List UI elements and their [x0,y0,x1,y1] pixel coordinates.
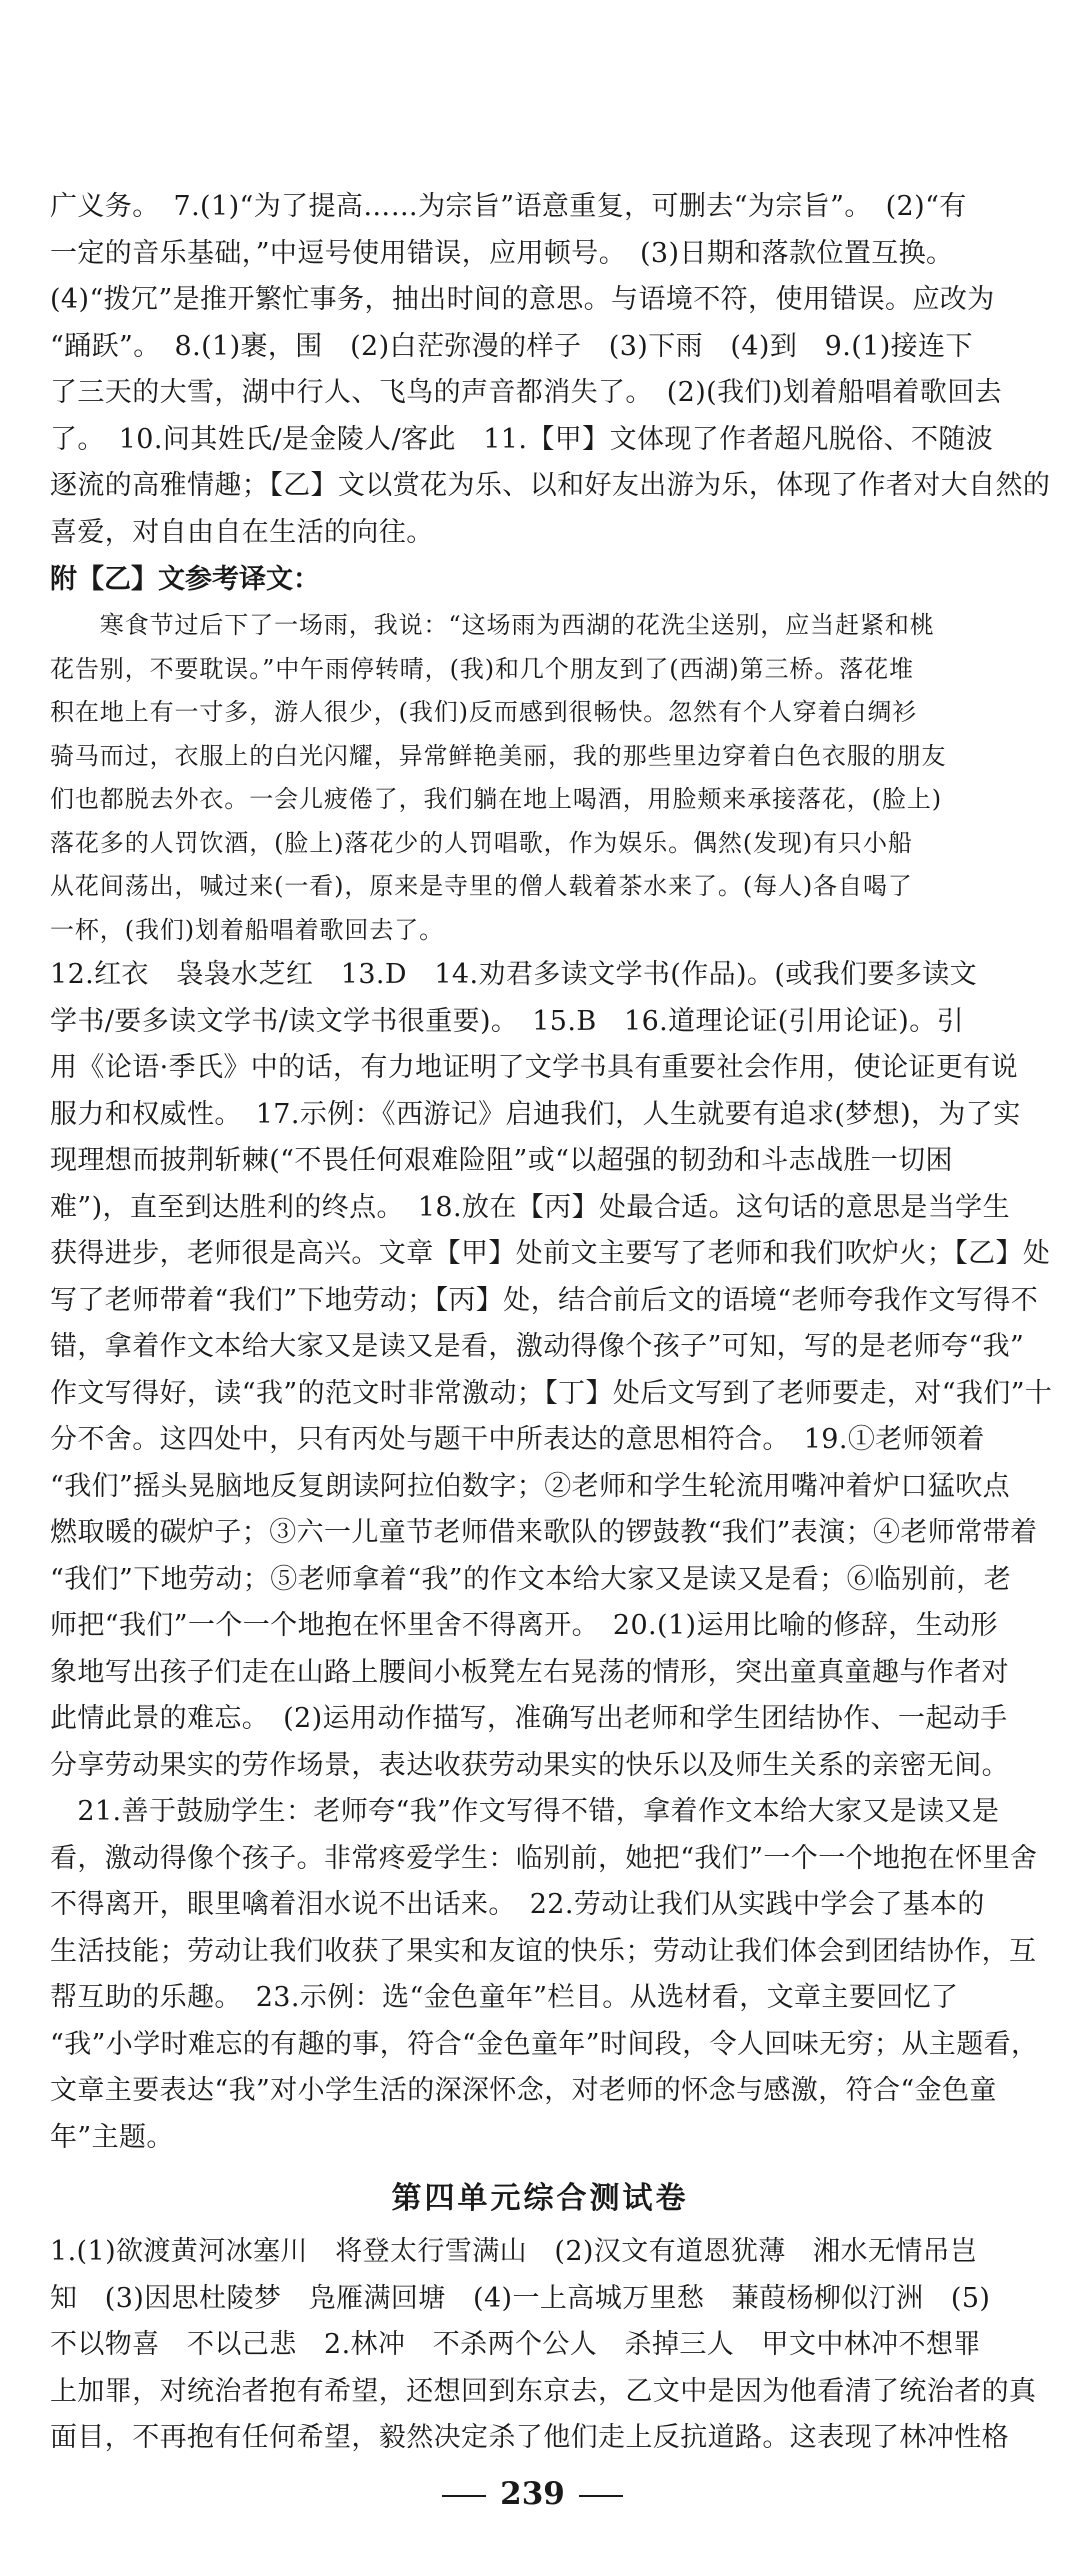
text-line: 难”)，直至到达胜利的终点。 18.放在【丙】处最合适。这句话的意思是当学生 [50,1191,1010,1223]
text-line: “我们”下地劳动；⑤老师拿着“我”的作文本给大家又是读又是看；⑥临别前，老 [50,1563,1012,1595]
answers-block-3 [50,2229,1037,2462]
answer-content [50,184,1053,2462]
text-line: 象地写出孩子们走在山路上腰间小板凳左右晃荡的情形，突出童真童趣与作者对 [50,1656,1009,1688]
text-line: “我们”摇头晃脑地反复朗读阿拉伯数字；②老师和学生轮流用嘴冲着炉口猛吹点 [50,1470,1011,1502]
translation-block [50,604,1030,952]
text-line: (4)“拨冗”是推开繁忙事务，抽出时间的意思。与语境不符，使用错误。应改为 [50,284,995,315]
text-line: 不得离开，眼里噙着泪水说不出话来。 22.劳动让我们从实践中学会了基本的 [50,1889,985,1920]
text-line: 错，拿着作文本给大家又是读又是看，激动得像个孩子”可知，写的是老师夸“我” [50,1331,1025,1362]
text-line: 年”主题。 [50,2121,174,2153]
answers-block-1 [50,184,1051,556]
text-line: 现理想而披荆斩棘(“不畏任何艰难险阻”或“以超强的韧劲和斗志战胜一切困 [50,1145,953,1176]
text-line: 上加罪，对统治者抱有希望，还想回到东京去，乙文中是因为他看清了统治者的真 [50,2375,1037,2407]
translation-heading: 附【乙】文参考译文： [50,564,320,595]
translation-line: 一杯，(我们)划着船唱着歌回去了。 [50,915,445,944]
translation-line: 花告别，不要耽误。”中午雨停转晴，(我)和几个朋友到了(西湖)第三桥。落花堆 [50,654,914,683]
text-line: 写了老师带着“我们”下地劳动；【丙】处，结合前后文的语境“老师夸我作文写得不 [50,1284,1039,1316]
text-line: 帮互助的乐趣。 23.示例：选“金色童年”栏目。从选材看，文章主要回忆了 [50,1982,959,2013]
translation-line: 从花间荡出，喊过来(一看)，原来是寺里的僧人载着茶水来了。(每人)各自喝了 [50,872,913,900]
text-line: 面目，不再抱有任何希望，毅然决定杀了他们走上反抗道路。这表现了林冲性格 [50,2422,1009,2453]
text-line: 21.善于鼓励学生：老师夸“我”作文写得不错，拿着作文本给大家又是读又是 [50,1796,1000,1827]
page-number: 239 [500,2476,565,2512]
right-dash [579,2495,623,2497]
translation-line: 们也都脱去外衣。一会儿疲倦了，我们躺在地上喝酒，用脸颊来承接落花，(脸上) [50,785,943,813]
text-line: 不以物喜 不以己悲 2.林冲 不杀两个公人 杀掉三人 甲文中林冲不想罪 [50,2329,981,2360]
text-line: 1.(1)欲渡黄河冰塞川 将登太行雪满山 (2)汉文有道恩犹薄 湘水无情吊岂 [50,2236,978,2267]
text-line: 分享劳动果实的劳作场景，表达收获劳动果实的快乐以及师生关系的亲密无间。 [50,1749,1009,1781]
text-line: 作文写得好，读“我”的范文时非常激动；【丁】处后文写到了老师要走，对“我们”十 [50,1377,1053,1409]
text-line: 用《论语·季氏》中的话，有力地证明了文学书具有重要社会作用，使论证更有说 [50,1052,1018,1083]
text-line: 了三天的大雪，湖中行人、飞鸟的声音都消失了。 (2)(我们)划着船唱着歌回去 [50,377,1003,408]
text-line: 了。 10.问其姓氏/是金陵人/客此 11.【甲】文体现了作者超凡脱俗、不随波 [50,423,994,455]
page-number-footer [0,2476,1065,2512]
translation-line: 骑马而过，衣服上的白光闪耀，异常鲜艳美丽，我的那些里边穿着白色衣服的朋友 [50,741,947,770]
text-line: 学书/要多读文学书/读文学书很重要)。 15.B 16.道理论证(引用论证)。引 [50,1005,965,1037]
text-line: 一定的音乐基础，”中逗号使用错误，应用顿号。 (3)日期和落款位置互换。 [50,237,954,269]
text-line: 生活技能；劳动让我们收获了果实和友谊的快乐；劳动让我们体会到团结协作，互 [50,1935,1037,1967]
translation-line: 寒食节过后下了一场雨，我说：“这场雨为西湖的花洗尘送别，应当赶紧和桃 [50,611,935,639]
text-line: “踊跃”。 8.(1)裹，围 (2)白茫弥漫的样子 (3)下雨 (4)到 9.(1)接连下 [50,330,973,362]
answers-block-2 [50,952,1053,2161]
text-line: 看，激动得像个孩子。非常疼爱学生：临别前，她把“我们”一个一个地抱在怀里舍 [50,1842,1038,1874]
text-line: 燃取暖的碳炉子；③六一儿童节老师借来歌队的锣鼓教“我们”表演；④老师常带着 [50,1517,1038,1548]
text-line: 分不舍。这四处中，只有丙处与题干中所表达的意思相符合。 19.①老师领着 [50,1424,985,1455]
translation-line: 落花多的人罚饮酒，(脸上)落花少的人罚唱歌，作为娱乐。偶然(发现)有只小船 [50,828,913,857]
text-line: 师把“我们”一个一个地抱在怀里舍不得离开。 20.(1)运用比喻的修辞，生动形 [50,1610,998,1641]
text-line: 12.红衣 袅袅水芝红 13.D 14.劝君多读文学书(作品)。(或我们要多读文 [50,959,978,990]
text-line: 逐流的高雅情趣；【乙】文以赏花为乐、以和好友出游为乐，体现了作者对大自然的 [50,470,1051,501]
text-line: 文章主要表达“我”对小学生活的深深怀念，对老师的怀念与感激，符合“金色童 [50,2075,997,2106]
translation-line: 积在地上有一寸多，游人很少，(我们)反而感到很畅快。忽然有个人穿着白绸衫 [50,698,918,726]
text-line: 获得进步，老师很是高兴。文章【甲】处前文主要写了老师和我们吹炉火；【乙】处 [50,1238,1051,1269]
left-dash [442,2495,486,2497]
text-line: 知 (3)因思杜陵梦 凫雁满回塘 (4)一上高城万里愁 蒹葭杨柳似汀洲 (5) [50,2282,991,2314]
text-line: 服力和权威性。 17.示例：《西游记》启迪我们，人生就要有追求(梦想)，为了实 [50,1098,1021,1130]
text-line: “我”小学时难忘的有趣的事，符合“金色童年”时间段，令人回味无穷；从主题看， [50,2028,1039,2060]
text-line: 喜爱，对自由自在生活的向往。 [50,516,434,548]
section-title: 第四单元综合测试卷 [391,2181,689,2216]
text-line: 此情此景的难忘。 (2)运用动作描写，准确写出老师和学生团结协作、一起动手 [50,1703,1008,1734]
text-line: 广义务。 7.(1)“为了提高……为宗旨”语意重复，可删去“为宗旨”。 (2)“有 [50,191,967,222]
